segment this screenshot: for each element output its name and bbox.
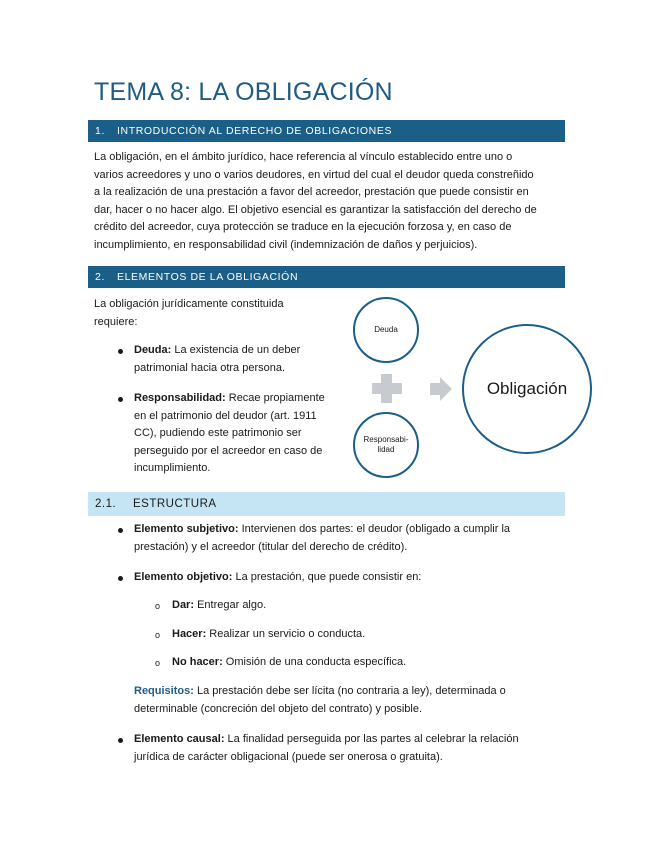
section-2-heading-bar [88,266,565,288]
diagram-label-responsabilidad: lidad [377,445,395,454]
arrow-right-icon [430,383,440,395]
section-1-number: 1. [95,125,105,137]
sub-bullet-icon: o [155,630,161,640]
causal-text: jurídica de carácter obligacional (puede ser onerosa o gratuita). [134,750,443,763]
sub-item-label: Hacer: [172,628,207,640]
intro-line: La obligación jurídicamente constituida [94,298,284,310]
paragraph-line: incumplimiento, en responsabilidad civil (indemnización de daños y perjuicios). [94,238,478,251]
sub-item-label: No hacer: [172,656,223,668]
causal-text: La finalidad perseguida por las partes al celebrar la relación [224,733,519,745]
section-2-1-heading: ESTRUCTURA [133,498,217,510]
section-2-1-number: 2.1. [95,498,117,510]
deuda-label: Deuda: [134,344,172,356]
responsabilidad-text: perseguido por el acreedor en caso de [134,444,323,457]
sub-item-no-hacer [172,654,552,672]
sub-item-text: Omisión de una conducta específica. [222,656,407,668]
list-item-objetivo [134,569,554,587]
requisitos-text: determinable (concreción del objeto del contrato) y posible. [134,702,422,715]
deuda-text: patrimonial hacia otra persona. [134,361,286,374]
objetivo-label: Elemento objetivo: [134,571,233,583]
arrow-right-icon [440,377,452,401]
diagram-circle-responsabilidad [353,412,419,478]
deuda-text: La existencia de un deber [171,344,301,356]
bullet-icon [118,738,123,743]
subjetivo-text: prestación) y el acreedor (titular del derecho de crédito). [134,540,408,553]
subjetivo-label: Elemento subjetivo: [134,523,239,535]
sub-item-text: Entregar algo. [194,599,267,611]
responsabilidad-text: Recae propiamente [225,392,325,404]
section-2-intro [94,296,334,331]
paragraph-line: La obligación, en el ámbito jurídico, hace referencia al vínculo establecido entre uno o [94,151,513,163]
section-1-heading-bar [88,120,565,142]
bullet-icon [118,528,123,533]
paragraph-line: dar, hacer o no hacer algo. El objetivo esencial es garantizar la satisfacción del derecho de [94,203,537,216]
page-title: TEMA 8: LA OBLIGACIÓN [94,78,393,106]
causal-label: Elemento causal: [134,733,225,745]
objetivo-text: La prestación, que puede consistir en: [232,571,422,583]
list-item-responsabilidad [134,390,349,478]
sub-bullet-icon: o [155,658,161,668]
bullet-icon [118,576,123,581]
list-item-deuda [134,342,344,377]
bullet-icon [118,397,123,402]
plus-icon [381,374,392,403]
diagram-circle-obligacion [462,324,592,454]
diagram-circle-deuda [353,297,419,363]
section-1-heading: INTRODUCCIÓN AL DERECHO DE OBLIGACIONES [117,125,393,137]
requisitos-paragraph [134,683,554,718]
section-2-heading: ELEMENTOS DE LA OBLIGACIÓN [117,271,299,283]
section-2-number: 2. [95,271,105,283]
paragraph-line: crédito del acreedor, cuya protección se traduce en la ejecución forzosa y, en caso de [94,221,512,234]
bullet-icon [118,349,123,354]
responsabilidad-text: CC), pudiendo este patrimonio ser [134,427,302,440]
requisitos-label: Requisitos: [134,685,194,697]
sub-item-hacer [172,626,552,644]
section-2-1-heading-bar [88,492,565,516]
sub-item-text: Realizar un servicio o conducta. [206,628,366,640]
diagram-label-deuda: Deuda [374,325,398,334]
paragraph-line: varios acreedores y uno o varios deudores, en virtud del cual el deudor queda constreñido [94,168,534,181]
list-item-causal [134,731,554,766]
intro-line: requiere: [94,315,138,328]
diagram-label-responsabilidad: Responsabi- [363,435,409,444]
sub-item-label: Dar: [172,599,195,611]
section-1-paragraph [94,149,562,255]
sub-bullet-icon: o [155,601,161,611]
responsabilidad-label: Responsabilidad: [134,392,226,404]
paragraph-line: a la realización de una prestación a favor del acreedor, prestación que puede consistir en [94,186,529,199]
list-item-subjetivo [134,521,554,556]
diagram-label-obligacion: Obligación [486,379,568,398]
subjetivo-text: Intervienen dos partes: el deudor (obligado a cumplir la [238,523,511,535]
requisitos-text: La prestación debe ser lícita (no contraria a ley), determinada o [193,685,506,697]
responsabilidad-text: en el patrimonio del deudor (art. 1911 [134,409,317,422]
responsabilidad-text: incumplimiento. [134,462,211,475]
sub-item-dar [172,597,552,615]
